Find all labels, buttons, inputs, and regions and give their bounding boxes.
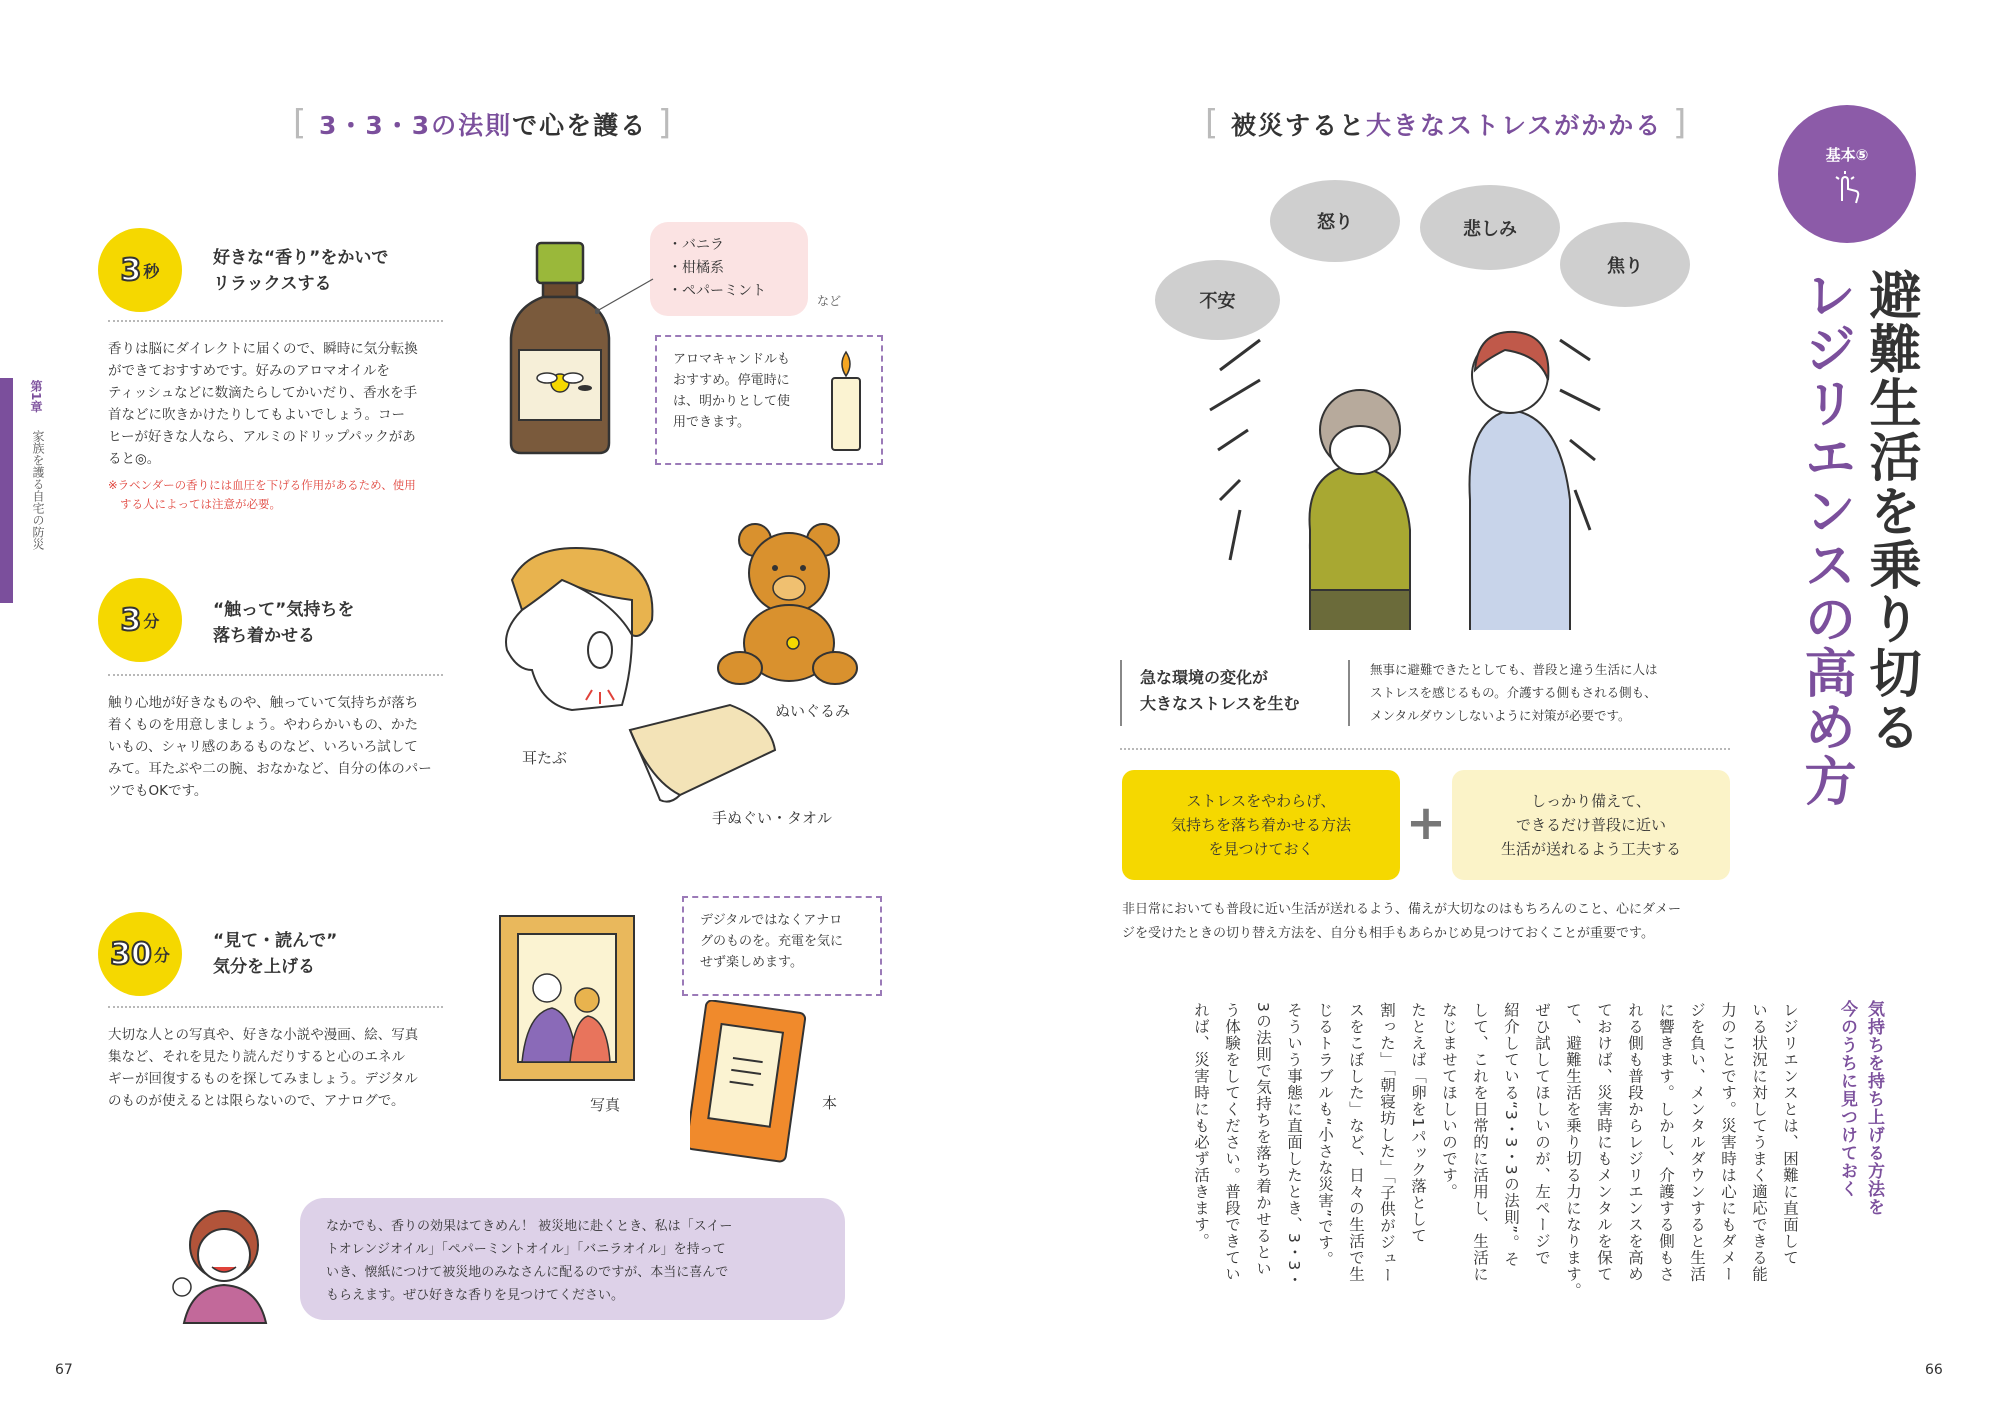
chapter-tab [0, 378, 13, 603]
item3-heading: “見て・読んで” 気分を上げる [213, 931, 338, 977]
emotion-cloud-impatience: 焦り [1560, 222, 1690, 307]
analog-note: デジタルではなくアナロ グのものを。充電を気に せず楽しめます。 [682, 896, 882, 996]
teddy-bear-illustration [715, 518, 865, 688]
chapter-number: 第1章 [29, 380, 43, 413]
aroma-oil-bottle-illustration [505, 238, 615, 458]
divider [108, 320, 443, 322]
divider [108, 674, 443, 676]
pointer-line [595, 275, 655, 315]
summary-text: 非日常においても普段に近い生活が送れるよう、備えが大切なのはもちろんのこと、心にダメー ジを受けたときの切り替え方法を、自分も相手もあらかじめ見つけておくことが重要です。 [1122, 902, 1682, 941]
item3-body: 大切な人との写真や、好きな小説や漫画、絵、写真 集など、それを見たり読んだりすると心のエネル ギーが回復するものを探してみましょう。デジタル のものが使えるとは限らないので、アナログで。 [108, 1027, 419, 1109]
item1-note: ※ラベンダーの香りには血圧を下げる作用があるため、使用 する人によっては注意が必要。 [108, 478, 416, 511]
page-title-line1: 避難生活を乗り切る [1860, 268, 1920, 754]
stress-body: 無事に避難できたとしても、普段と違う生活に人は ストレスを感じるもの。介護する側もされる側も、 メンタルダウンしないように対策が必要です。 [1370, 662, 1658, 723]
earlobe-label: 耳たぶ [522, 749, 568, 767]
vertical-subheading-2: 今のうちに見つけておく [1837, 1000, 1857, 1198]
item2-heading: “触って”気持ちを 落ち着かせる [213, 600, 355, 646]
right-section-title: [ 被災すると大きなストレスがかかる ] [1205, 103, 1689, 143]
left-section-title: [ 3・3・3の法則で心を護る ] [293, 103, 674, 143]
preparation-box: しっかり備えて、 できるだけ普段に近い 生活が送れるよう工夫する [1452, 770, 1730, 880]
scent-list-box: ・バニラ ・柑橘系 ・ペパーミント [650, 222, 808, 316]
vertical-subheading-1: 気持ちを持ち上げる方法を [1864, 1000, 1884, 1216]
emotion-cloud-anger: 怒り [1270, 180, 1400, 262]
author-avatar [162, 1205, 282, 1325]
book-illustration [690, 1000, 810, 1175]
badge-30-minutes: 30 分 [98, 912, 182, 996]
emotion-cloud-sadness: 悲しみ [1420, 185, 1560, 270]
item1-heading: 好きな“香り”をかいで リラックスする [213, 248, 389, 294]
left-page-number: 67 [55, 1362, 73, 1378]
photo-frame-illustration [492, 908, 642, 1088]
right-page-number: 66 [1925, 1362, 1943, 1378]
book-label: 本 [822, 1094, 838, 1112]
badge-3-seconds: 3 秒 [98, 228, 182, 312]
page-title-line2: レジリエンスの高め方 [1795, 268, 1855, 808]
scent-etc: など [817, 294, 842, 308]
chapter-title: 家族を護る自宅の防災 [31, 430, 45, 550]
stress-heading: 急な環境の変化が 大きなストレスを生む [1120, 660, 1350, 726]
towel-illustration [620, 700, 780, 810]
vertical-body-text: レジリエンスとは、困難に直面して いる状況に対してうまく適応できる能 力のことです。災害時は心にもダメー ジを負い、メンタルダウンすると生活 に響きます。しかし、介護する側もさ れる側も普段からレジリエンスを高め ておけば、災害時にもメンタルを保て て、避難生活を乗り切る力になります。 ぜひ試してほしいのが、左ページで 紹介している“3・3・3の法則”。そ して、これを日常的に活用し、生活に なじませてほしいのです。 たとえば「卵を1パック落として 割った」「朝寝坊した」「子供がジュー スをこぼした」など、日々の生活で生 じるトラブルも“小さな災害”です。 そういう事態に直面したとき、3・3・ 3の法則で気持ちを落ち着かせるとい う体験をしてください。普段できてい れば、災害時にも必ず活きます。 [1192, 1002, 1799, 1299]
basics-badge: 基本⑤ [1778, 105, 1916, 243]
photo-label: 写真 [590, 1096, 621, 1114]
tap-hand-icon [1832, 171, 1862, 205]
divider [1120, 748, 1730, 750]
author-speech-bubble: なかでも、香りの効果はてきめん！ 被災地に赴くとき、私は「スイー トオレンジオイル」「ペパーミントオイル」「バニラオイル」を持って いき、懐紙につけて被災地のみなさんに配るのですが、本当に喜んで もらえます。ぜひ好きな香りを見つけてください。 [300, 1198, 845, 1320]
stress-relief-box: ストレスをやわらげ、 気持ちを落ち着かせる方法 を見つけておく [1122, 770, 1400, 880]
candle-note: アロマキャンドルも おすすめ。停電時に は、明かりとして使 用できます。 [655, 335, 883, 465]
caregiver-comforting-illustration [1200, 300, 1620, 630]
earlobe-illustration [492, 540, 672, 720]
towel-label: 手ぬぐい・タオル [712, 809, 833, 827]
badge-3-minutes: 3 分 [98, 578, 182, 662]
emotion-cloud-anxiety: 不安 [1155, 260, 1280, 340]
plus-sign: + [1405, 795, 1447, 851]
candle-icon [826, 348, 866, 453]
item1-body: 香りは脳にダイレクトに届くので、瞬時に気分転換 ができておすすめです。好みのアロマオイルを ティッシュなどに数滴たらしてかいだり、香水を手 首などに吹きかけたりしてもよいでしょう。コー ヒーが好きな人なら、アルミのドリップパックがあ ると◎。 [108, 341, 418, 467]
plush-label: ぬいぐるみ [775, 702, 851, 720]
divider [108, 1006, 443, 1008]
item2-body: 触り心地が好きなものや、触っていて気持ちが落ち 着くものを用意しましょう。やわらかいもの、かた いもの、シャリ感のあるものなど、いろいろ試して みて。耳たぶや二の腕、おなかなど、自分の体のパー ツでもOKです。 [108, 695, 432, 799]
